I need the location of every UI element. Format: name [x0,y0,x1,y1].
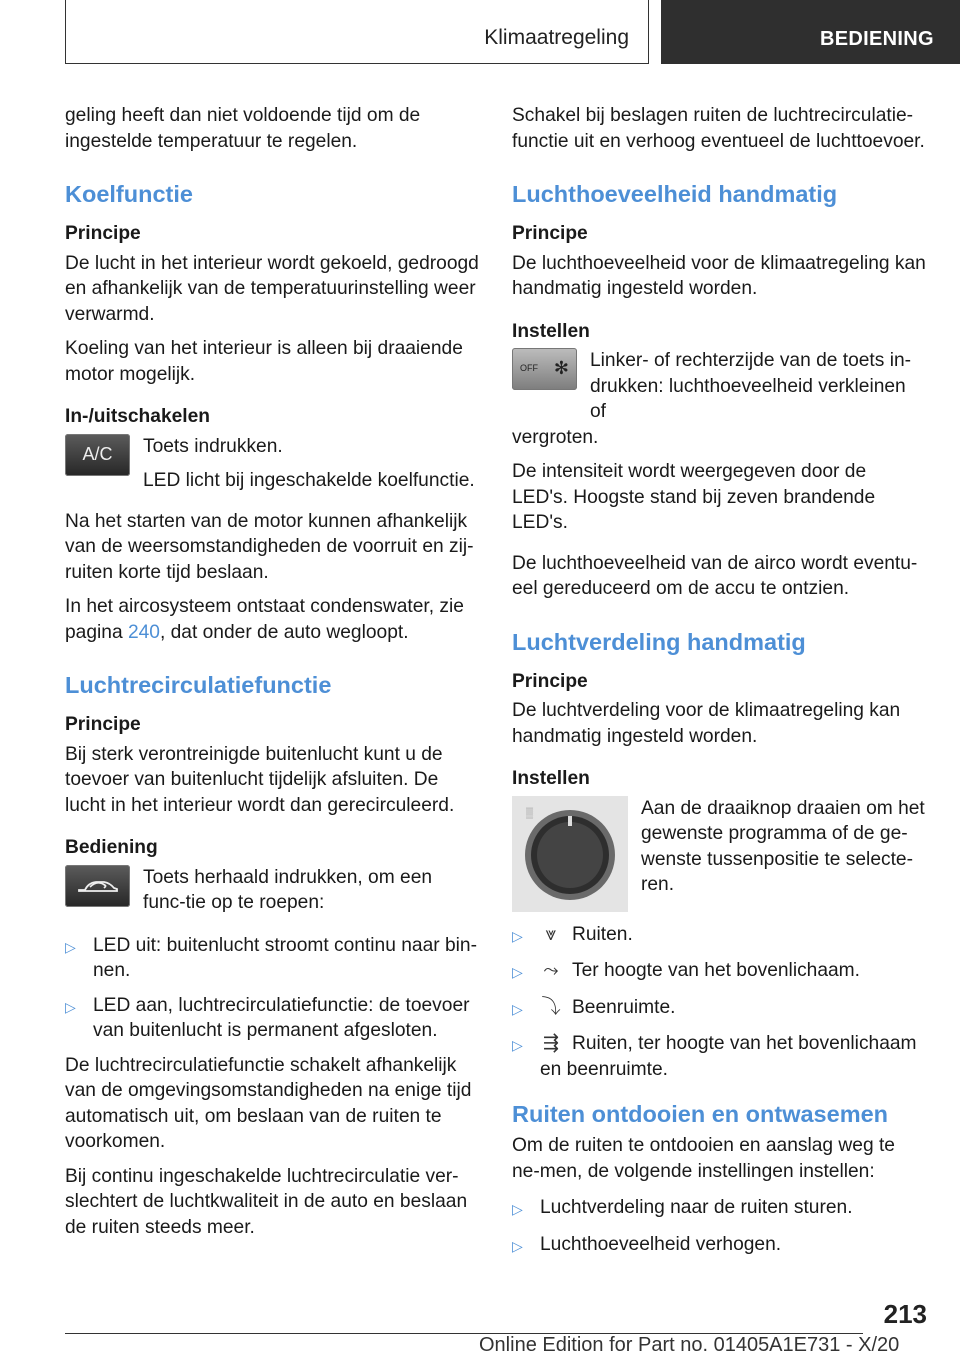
paragraph: De luchtrecirculatiefunctie schakelt afhankelijk van de omgevingsomstandigheden na enige tijd automatisch uit, om beslaan van de ruiten te voorkomen. [65,1054,472,1152]
list-item: ▷ Luchtverdeling naar de ruiten sturen. [512,1195,926,1223]
paragraph: Om de ruiten te ontdooien en aanslag weg te ne-men, de volgende instellingen instellen: [512,1135,895,1182]
paragraph: Toets indrukken. [143,435,283,457]
paragraph: De intensiteit wordt weergegeven door de LED's. Hoogste stand bij zeven brandende LED's. [512,461,876,533]
paragraph: vergroten. [512,426,599,448]
footwell-airflow-icon: ⤵ [541,996,561,1018]
rotary-knob-icon [512,796,628,912]
subheading-instellen: Instellen [512,768,590,789]
windshield-icon: ⩔ [545,923,557,945]
page-link[interactable]: 240 [127,621,160,643]
chapter-tab[interactable] [661,0,960,64]
subheading-inuitschakelen: In-/uitschakelen [65,406,211,427]
section-title: Klimaatregeling [484,26,629,49]
paragraph: Bij continu ingeschakelde luchtrecirculatie ver-slechtert de luchtkwaliteit in de auto en beslaan de ruiten steeds meer. [65,1165,468,1238]
heading-ontdooien: Ruiten ontdooien en ontwasemen [512,1101,889,1127]
list-item: ▷ LED uit: buitenlucht stroomt continu naar bin-nen. [65,933,479,984]
subheading-principe: Principe [65,714,141,735]
triangle-bullet-icon: ▷ [512,1237,523,1254]
intro-paragraph: Schakel bij beslagen ruiten de luchtrecirculatie-functie uit en verhoog eventueel de luchttoevoer. [512,105,925,152]
chapter-label: BEDIENING [820,28,934,50]
fan-off-label: OFF [519,363,538,374]
subheading-principe: Principe [512,670,588,692]
list-item: ▷ ⇶ Ruiten, ter hoogte van het bovenlichaam en beenruimte. [512,1031,926,1082]
subheading-principe: Principe [512,223,588,244]
triangle-bullet-icon: ▷ [512,1000,523,1017]
edition-footer: Online Edition for Part no. 01405A1E731 - X/20 [479,1334,900,1356]
fan-button-image [512,348,577,390]
subheading-instellen: Instellen [512,320,590,342]
list-item: ▷ ⤳ Ter hoogte van het bovenlichaam. [512,958,926,986]
list-item: ▷ ⤵ Beenruimte. [512,995,926,1023]
paragraph: De luchthoeveelheid voor de klimaatregeling kan handmatig ingesteld worden. [512,252,926,299]
heading-luchthoeveelheid: Luchthoeveelheid handmatig [512,181,838,207]
triangle-bullet-icon: ▷ [65,998,76,1015]
ac-button-label: A/C [82,443,113,464]
paragraph: Na het starten van de motor kunnen afhankelijk van de weersomstandigheden de voorruit en zij-ruiten korte tijd beslaan. [65,510,474,583]
paragraph: In het aircosysteem ontstaat condenswater, zie pagina 240, dat onder de auto wegloopt. [65,596,464,643]
heading-luchtrecirculatiefunctie: Luchtrecirculatiefunctie [65,672,332,698]
right-column [512,103,926,1268]
svg-text:▒: ▒ [526,807,534,819]
paragraph: De luchthoeveelheid van de airco wordt eventu-eel gereduceerd om de accu te ontzien. [512,552,918,599]
list-item: ▷ LED aan, luchtrecirculatiefunctie: de toevoer van buitenlucht is permanent afgesloten. [65,993,479,1044]
paragraph: LED licht bij ingeschakelde koelfunctie. [143,470,475,491]
upper-body-airflow-icon: ⤳ [543,960,559,981]
subheading-principe: Principe [65,223,141,244]
triangle-bullet-icon: ▷ [512,1201,523,1217]
subheading-bediening: Bediening [65,837,158,858]
triangle-bullet-icon: ▷ [512,1037,523,1053]
triangle-bullet-icon: ▷ [65,938,76,955]
combined-airflow-icon: ⇶ [542,1033,560,1054]
paragraph: Toets herhaald indrukken, om een func-tie op te roepen: [143,866,433,913]
paragraph: Aan de draaiknop draaien om het gewenste programma of de ge-wenste tussenpositie te selecte-ren. [641,797,925,895]
list-item: ▷ Luchthoeveelheid verhogen. [512,1232,926,1260]
triangle-bullet-icon: ▷ [512,964,523,980]
intro-paragraph: geling heeft dan niet voldoende tijd om de ingestelde temperatuur te regelen. [65,105,421,152]
ac-button-image [65,434,130,476]
heading-luchtverdeling: Luchtverdeling handmatig [512,628,806,655]
recirculation-button-image [65,865,130,907]
paragraph: Bij sterk verontreinigde buitenlucht kunt u de toevoer van buitenlucht tijdelijk afsluiten. De lucht in het interieur wordt dan gerecirculeerd. [65,743,455,816]
fan-icon: ✻ [553,358,570,379]
triangle-bullet-icon: ▷ [512,927,523,944]
paragraph: De lucht in het interieur wordt gekoeld, gedroogd en afhankelijk van de temperatuurinstelling weer verwarmd. [65,252,479,325]
heading-koelfunctie: Koelfunctie [65,181,193,207]
paragraph: Linker- of rechterzijde van de toets in-drukken: luchthoeveelheid verkleinen of [590,350,912,422]
list-item: ▷ ⩔ Ruiten. [512,922,926,950]
left-column [65,103,479,1249]
paragraph: Koeling van het interieur is alleen bij draaiende motor mogelijk. [65,338,463,385]
air-distribution-knob-image [512,796,628,912]
paragraph: De luchtverdeling voor de klimaatregeling kan handmatig ingesteld worden. [512,700,901,747]
page-number: 213 [883,1299,927,1329]
recirculation-car-icon [76,875,120,897]
